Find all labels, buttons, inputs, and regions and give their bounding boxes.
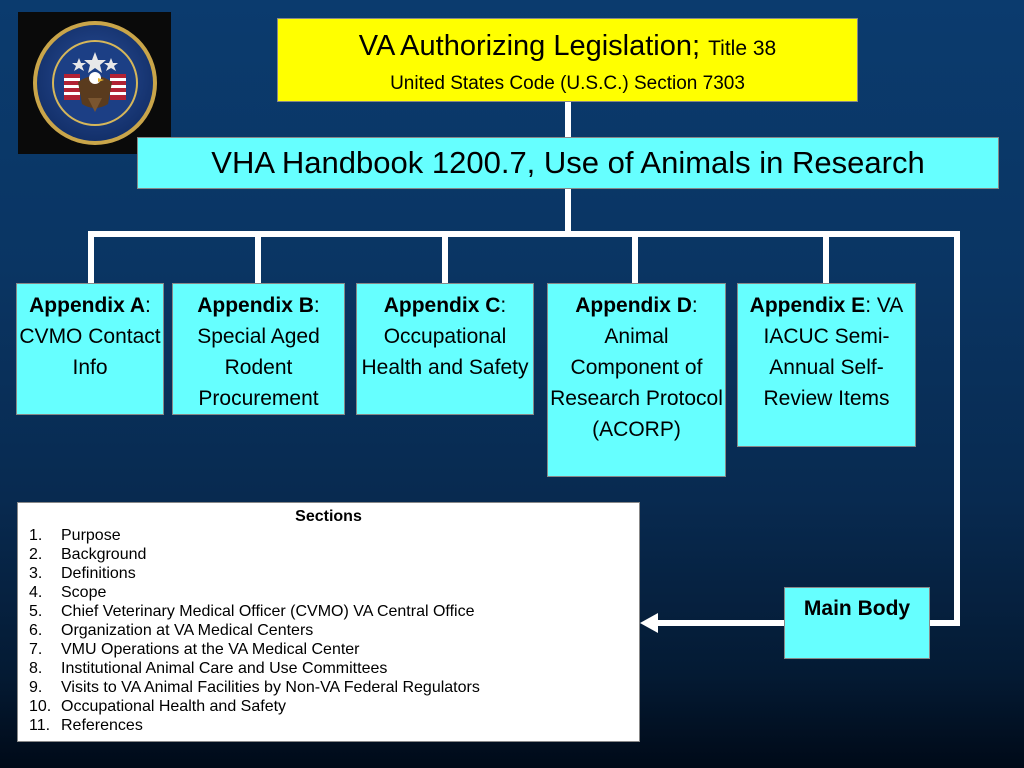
appendix-a-label: Appendix A [29, 294, 146, 317]
list-item-number: 11. [29, 717, 51, 734]
list-item [29, 526, 639, 545]
list-item-text: Organization at VA Medical Centers [61, 622, 314, 639]
list-item-text: Occupational Health and Safety [61, 698, 287, 715]
list-item [29, 659, 639, 678]
list-item-number: 6. [29, 622, 43, 639]
list-item-text: References [61, 717, 143, 734]
appendix-e-label: Appendix E [749, 294, 866, 317]
list-item [29, 602, 639, 621]
connector-handbook-down [565, 189, 571, 233]
list-item-text: VMU Operations at the VA Medical Center [61, 641, 360, 658]
list-item-text: Background [61, 546, 147, 563]
list-item [29, 697, 639, 716]
list-item-text: Scope [61, 584, 107, 601]
appendix-d-box [547, 283, 726, 477]
appendix-b-label: Appendix B [197, 294, 314, 317]
connector-main-body-to-sections [656, 620, 784, 626]
list-item [29, 678, 639, 697]
appendix-b-text: : Special Aged Rodent Procurement [197, 294, 320, 410]
list-item-text: Visits to VA Animal Facilities by Non-VA Federal Regulators [61, 679, 480, 696]
appendix-b-box [172, 283, 345, 415]
title-line1 [278, 29, 857, 66]
main-body-box: Main Body [784, 587, 930, 659]
connector-to-appendix-a [88, 231, 94, 283]
appendix-e-text: : VA IACUC Semi-Annual Self-Review Items [763, 294, 904, 410]
connector-to-appendix-e [823, 231, 829, 283]
list-item [29, 583, 639, 602]
list-item-text: Institutional Animal Care and Use Committees [61, 660, 388, 677]
arrowhead-left-icon [640, 612, 660, 634]
handbook-box: VHA Handbook 1200.7, Use of Animals in Research [137, 137, 999, 189]
list-item [29, 621, 639, 640]
list-item-number: 10. [29, 698, 52, 715]
connector-right-vertical [954, 231, 960, 626]
appendix-e-box [737, 283, 916, 447]
list-item [29, 716, 639, 735]
list-item-text: Purpose [61, 527, 121, 544]
list-item-number: 2. [29, 546, 43, 563]
connector-to-appendix-c [442, 231, 448, 283]
sections-box [17, 502, 640, 742]
connector-to-appendix-b [255, 231, 261, 283]
list-item [29, 640, 639, 659]
list-item-number: 5. [29, 603, 43, 620]
appendix-c-label: Appendix C [383, 294, 501, 317]
appendix-c-text: : Occupational Health and Safety [361, 294, 529, 379]
list-item-text: Definitions [61, 565, 136, 582]
list-item [29, 545, 639, 564]
sections-list [18, 526, 639, 735]
appendix-a-text: : CVMO Contact Info [19, 294, 161, 379]
connector-to-appendix-d [632, 231, 638, 283]
list-item-text: Chief Veterinary Medical Officer (CVMO) VA Central Office [61, 603, 475, 620]
connector-horizontal-bus [88, 231, 960, 237]
list-item [29, 564, 639, 583]
title-line2: United States Code (U.S.C.) Section 7303 [390, 73, 745, 94]
sections-title: Sections [295, 508, 362, 525]
list-item-number: 1. [29, 527, 43, 544]
va-seal [18, 12, 171, 154]
list-item-number: 4. [29, 584, 43, 601]
list-item-number: 3. [29, 565, 43, 582]
list-item-number: 7. [29, 641, 43, 658]
connector-to-main-body [930, 620, 960, 626]
appendix-d-label: Appendix D [575, 294, 692, 317]
title-main-text: VA Authorizing Legislation; [358, 30, 709, 62]
appendix-c-box [356, 283, 534, 415]
appendix-a-box [16, 283, 164, 415]
list-item-number: 9. [29, 679, 43, 696]
connector-title-to-handbook [565, 102, 571, 137]
appendix-d-text: : Animal Component of Research Protocol (ACORP) [550, 294, 723, 441]
title-small-text: Title 38 [708, 37, 777, 60]
list-item-number: 8. [29, 660, 43, 677]
va-seal-icon [18, 12, 171, 154]
title-box [277, 18, 858, 102]
